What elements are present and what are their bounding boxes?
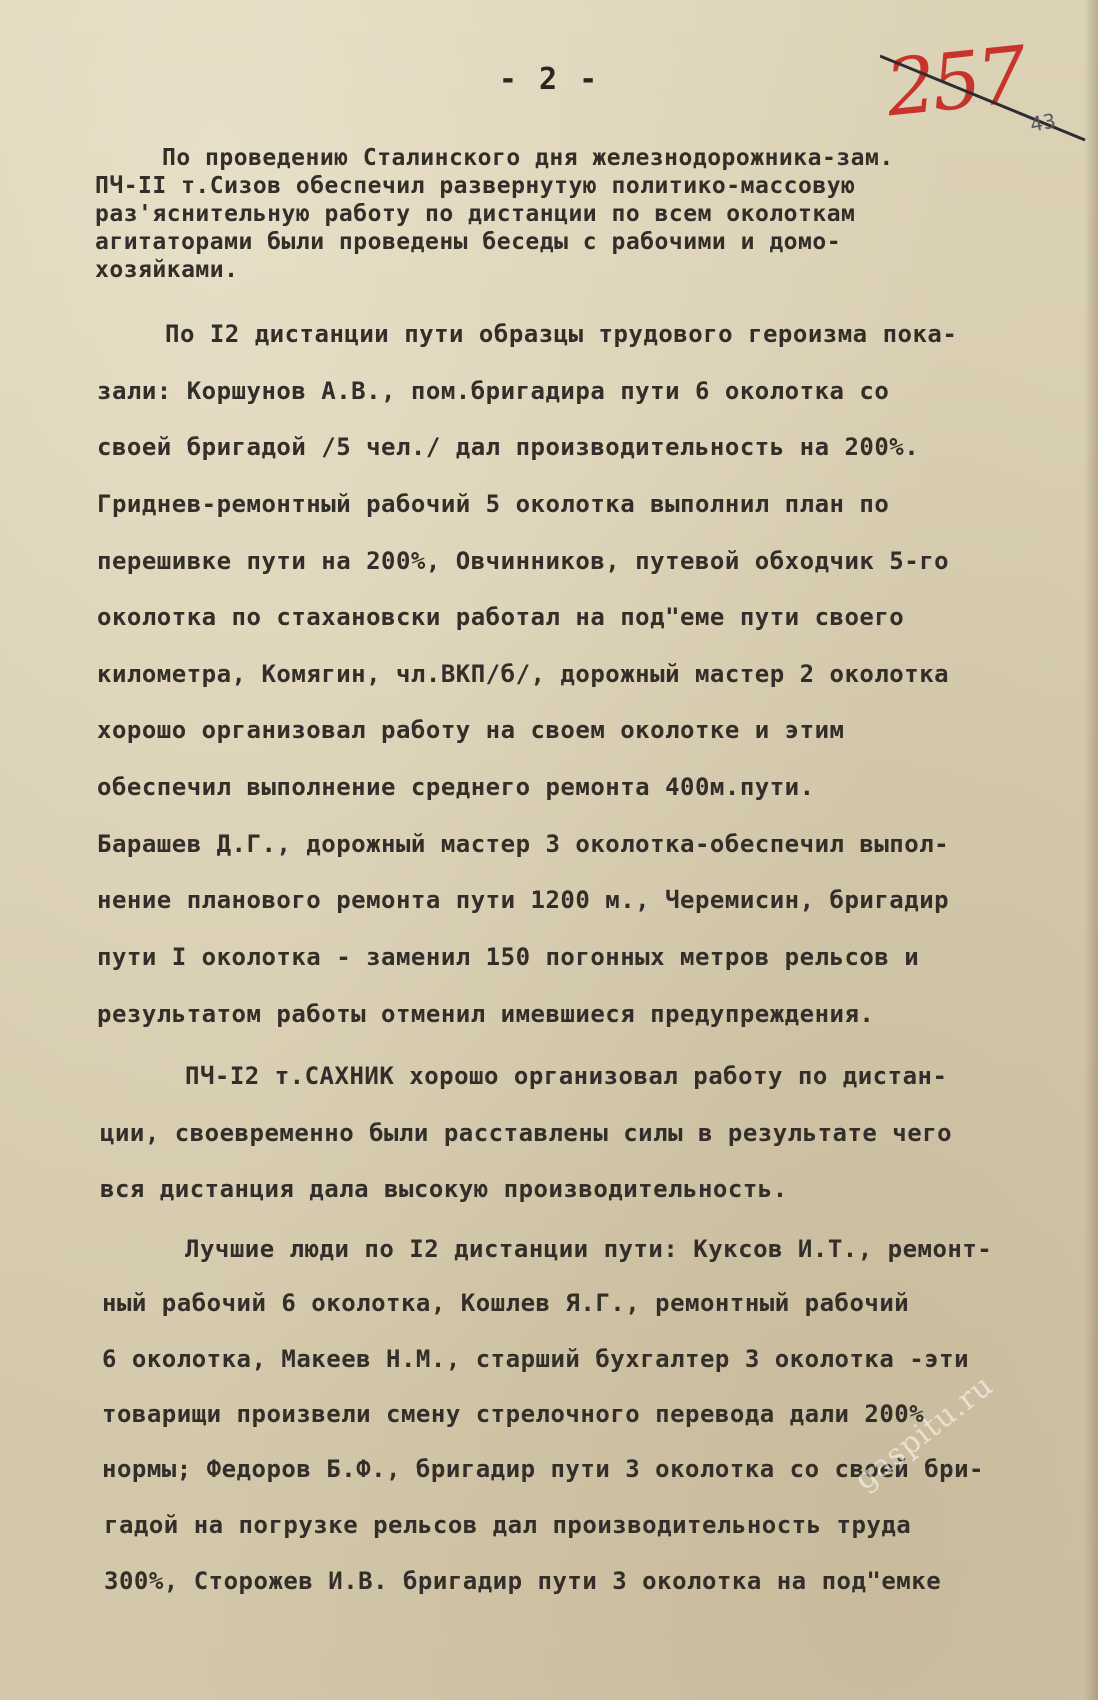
text-line: ПЧ-I2 т.САХНИК хорошо организовал работу по дистан- — [185, 1062, 948, 1090]
text-line: хорошо организовал работу на своем околотке и этим — [97, 716, 845, 744]
text-line: обеспечил выполнение среднего ремонта 400м.пути. — [97, 773, 815, 801]
text-line: гадой на погрузке рельсов дал производительность труда — [104, 1511, 912, 1539]
page-edge-shadow — [1084, 0, 1098, 1700]
text-line: зали: Коршунов А.В., пом.бригадира пути 6 околотка со — [97, 377, 890, 405]
text-line: товарищи произвели смену стрелочного перевода дали 200% — [102, 1400, 925, 1428]
text-line: 6 околотка, Макеев Н.М., старший бухгалтер 3 околотка -эти — [102, 1345, 970, 1373]
archive-subnumber: 43 — [1028, 108, 1058, 137]
page-number: - 2 - — [498, 62, 600, 97]
text-line: 300%, Сторожев И.В. бригадир пути 3 околотка на под"емке — [104, 1567, 942, 1595]
text-line: вся дистанция дала высокую производительность. — [100, 1175, 788, 1203]
archive-number-stamp — [880, 22, 1090, 142]
paragraph-2 — [90, 320, 1050, 1040]
watermark: gaspitu.ru — [848, 1367, 1001, 1498]
paragraph-1 — [90, 145, 1050, 295]
text-line: околотка по стахановски работал на под"еме пути своего — [97, 603, 905, 631]
text-line: Лучшие люди по I2 дистанции пути: Куксов И.Т., ремонт- — [185, 1235, 993, 1263]
text-line: своей бригадой /5 чел./ дал производительность на 200%. — [97, 433, 920, 461]
text-line: километра, Комягин, чл.ВКП/б/, дорожный мастер 2 околотка — [97, 660, 950, 688]
text-line: ПЧ-II т.Сизов обеспечил развернутую политико-массовую — [95, 173, 856, 199]
text-line: Гриднев-ремонтный рабочий 5 околотка выполнил план по — [97, 490, 890, 518]
text-line: перешивке пути на 200%, Овчинников, путевой обходчик 5-го — [97, 547, 950, 575]
text-line: ный рабочий 6 околотка, Кошлев Я.Г., ремонтный рабочий — [102, 1289, 910, 1317]
text-line: нормы; Федоров Б.Ф., бригадир пути 3 околотка со своей бри- — [102, 1455, 985, 1483]
text-line: результатом работы отменил имевшиеся предупреждения. — [97, 1000, 875, 1028]
text-line: Барашев Д.Г., дорожный мастер 3 околотка-обеспечил выпол- — [97, 830, 950, 858]
text-line: раз'яснительную работу по дистанции по всем околоткам — [95, 201, 856, 227]
archive-number: 257 — [881, 30, 1028, 135]
text-line: По I2 дистанции пути образцы трудового героизма пока- — [165, 320, 958, 348]
text-line: ции, своевременно были расставлены силы в результате чего — [100, 1119, 953, 1147]
text-line: По проведению Сталинского дня железнодорожника-зам. — [162, 145, 894, 171]
text-line: агитаторами были проведены беседы с рабочими и домо- — [95, 229, 842, 255]
text-line: нение планового ремонта пути 1200 м., Черемисин, бригадир — [97, 886, 950, 914]
text-line: пути I околотка - заменил 150 погонных метров рельсов и — [97, 943, 920, 971]
text-line: хозяйками. — [95, 257, 239, 283]
paragraph-3 — [90, 1062, 1050, 1212]
